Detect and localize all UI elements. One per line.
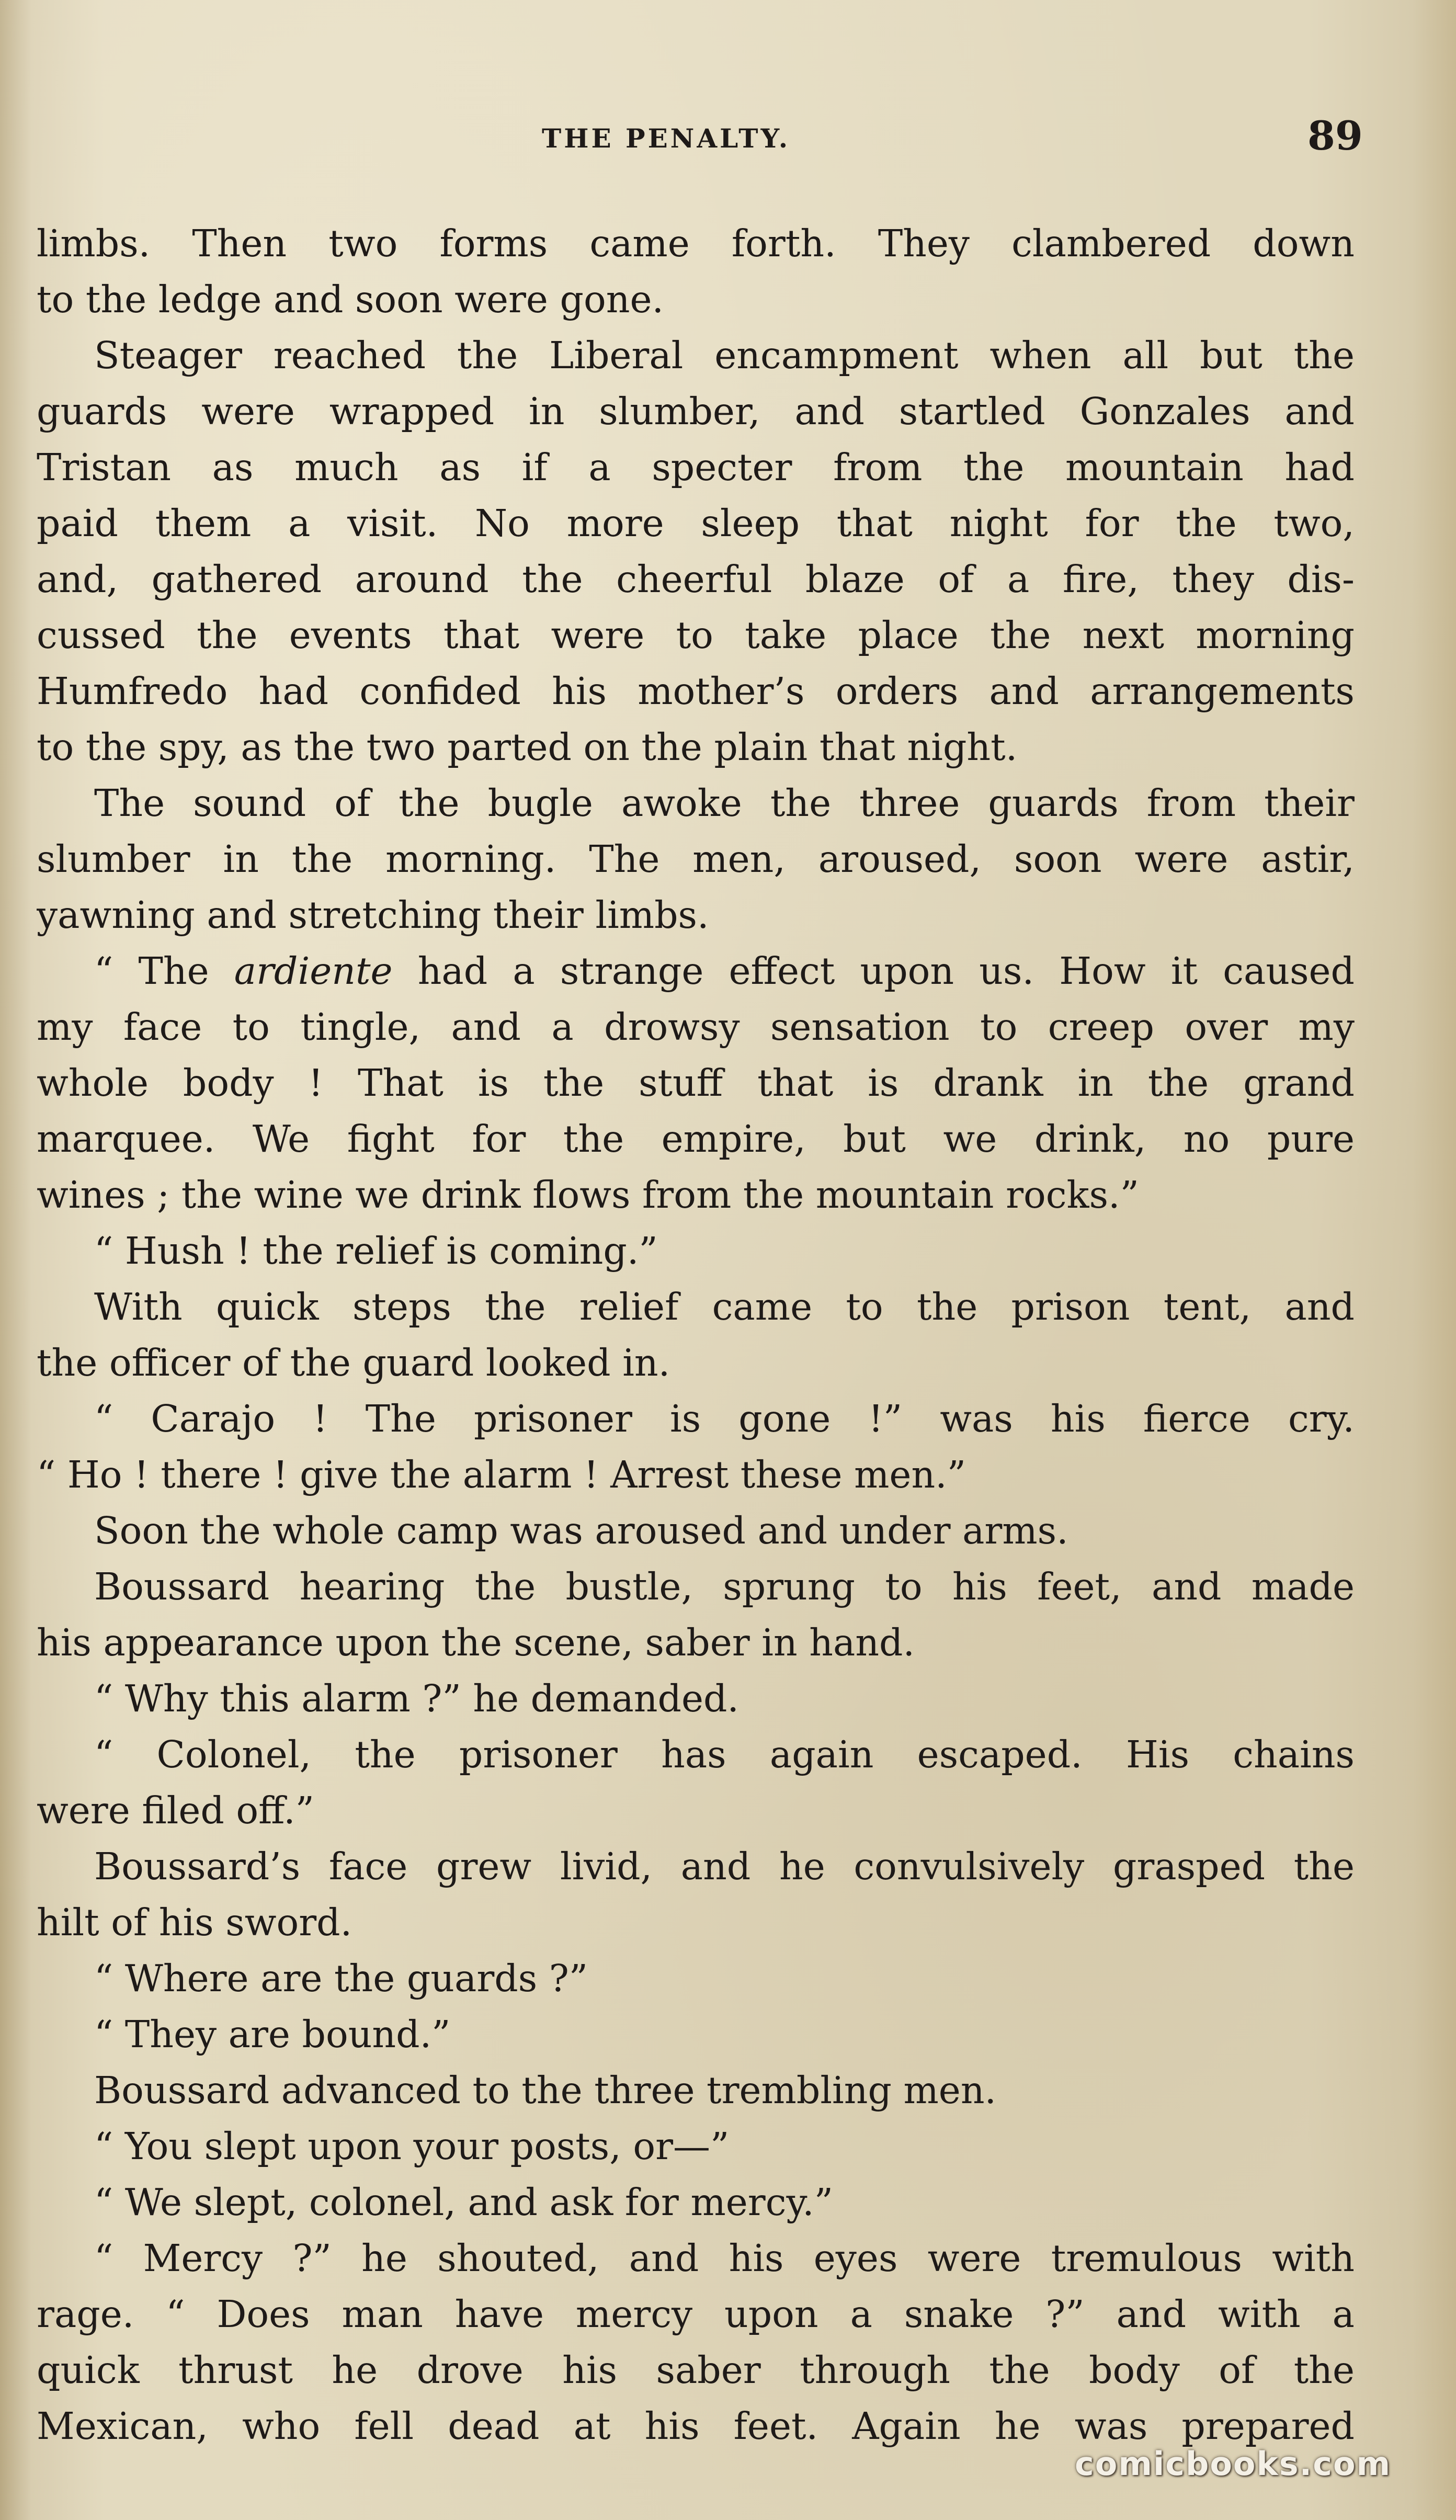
text-line: hilt of his sword. [37, 1901, 352, 1944]
text-line: Mexican, who fell dead at his feet. Again he was prepared [37, 2404, 1355, 2448]
text-line: the officer of the guard looked in. [37, 1341, 670, 1384]
text-line: “ You slept upon your posts, or—” [94, 2125, 730, 2168]
text-line: “ They are bound.” [94, 2013, 451, 2056]
running-title: THE PENALTY. [542, 123, 791, 154]
watermark: comicbooks.com [1075, 2445, 1392, 2483]
text-line: Boussard’s face grew livid, and he convulsively grasped the [94, 1845, 1355, 1888]
text-line: Steager reached the Liberal encampment when all but the [94, 334, 1355, 377]
text-line: yawning and stretching their limbs. [37, 893, 709, 937]
text-line: “ Ho ! there ! give the alarm ! Arrest these men.” [37, 1453, 966, 1496]
page-header [0, 112, 1456, 170]
text-line: With quick steps the relief came to the prison tent, and [94, 1285, 1355, 1329]
text-line: marquee. We fight for the empire, but we drink, no pure [37, 1117, 1355, 1161]
text-line: to the spy, as the two parted on the plain that night. [37, 725, 1018, 769]
text-line: “ Mercy ?” he shouted, and his eyes were tremulous with [94, 2237, 1355, 2280]
text-line: whole body ! That is the stuff that is drank in the grand [37, 1061, 1355, 1105]
text-line: rage. “ Does man have mercy upon a snake ?” and with a [37, 2292, 1355, 2336]
text-line: “ We slept, colonel, and ask for mercy.” [94, 2181, 834, 2224]
page-number: 89 [1307, 112, 1363, 159]
text-line: wines ; the wine we drink flows from the mountain rocks.” [37, 1173, 1139, 1217]
text-line: Tristan as much as if a specter from the mountain had [37, 446, 1355, 489]
body-text [37, 215, 1355, 2454]
text-line: “ Why this alarm ?” he demanded. [94, 1677, 740, 1720]
text-line: “ Carajo ! The prisoner is gone !” was his fierce cry. [94, 1397, 1355, 1440]
text-line: to the ledge and soon were gone. [37, 278, 664, 321]
text-line: my face to tingle, and a drowsy sensation to creep over my [37, 1005, 1355, 1049]
text-line: “ Colonel, the prisoner has again escaped. His chains [94, 1733, 1355, 1776]
text-line: “ The ardiente had a strange effect upon us. How it caused [94, 949, 1355, 993]
text-line: quick thrust he drove his saber through the body of the [37, 2348, 1355, 2392]
text-line: paid them a visit. No more sleep that night for the two, [37, 502, 1355, 545]
text-line: cussed the events that were to take place the next morning [37, 614, 1355, 657]
text-line: Boussard advanced to the three trembling men. [94, 2069, 997, 2112]
text-line: and, gathered around the cheerful blaze of a fire, they dis- [37, 558, 1355, 601]
text-line: his appearance upon the scene, saber in hand. [37, 1621, 915, 1664]
text-line: Humfredo had confided his mother’s orders and arrangements [37, 669, 1355, 713]
text-line: The sound of the bugle awoke the three guards from their [94, 781, 1355, 825]
text-line: guards were wrapped in slumber, and startled Gonzales and [37, 390, 1355, 433]
text-line: limbs. Then two forms came forth. They clambered down [37, 222, 1355, 265]
text-line: “ Hush ! the relief is coming.” [94, 1229, 658, 1273]
text-line: “ Where are the guards ?” [94, 1957, 588, 2000]
text-line: Soon the whole camp was aroused and under arms. [94, 1509, 1068, 1552]
text-line: Boussard hearing the bustle, sprung to his feet, and made [94, 1565, 1355, 1608]
text-line: were filed off.” [37, 1789, 314, 1832]
text-line: slumber in the morning. The men, aroused, soon were astir, [37, 837, 1355, 881]
italic-word: ardiente [234, 949, 393, 993]
